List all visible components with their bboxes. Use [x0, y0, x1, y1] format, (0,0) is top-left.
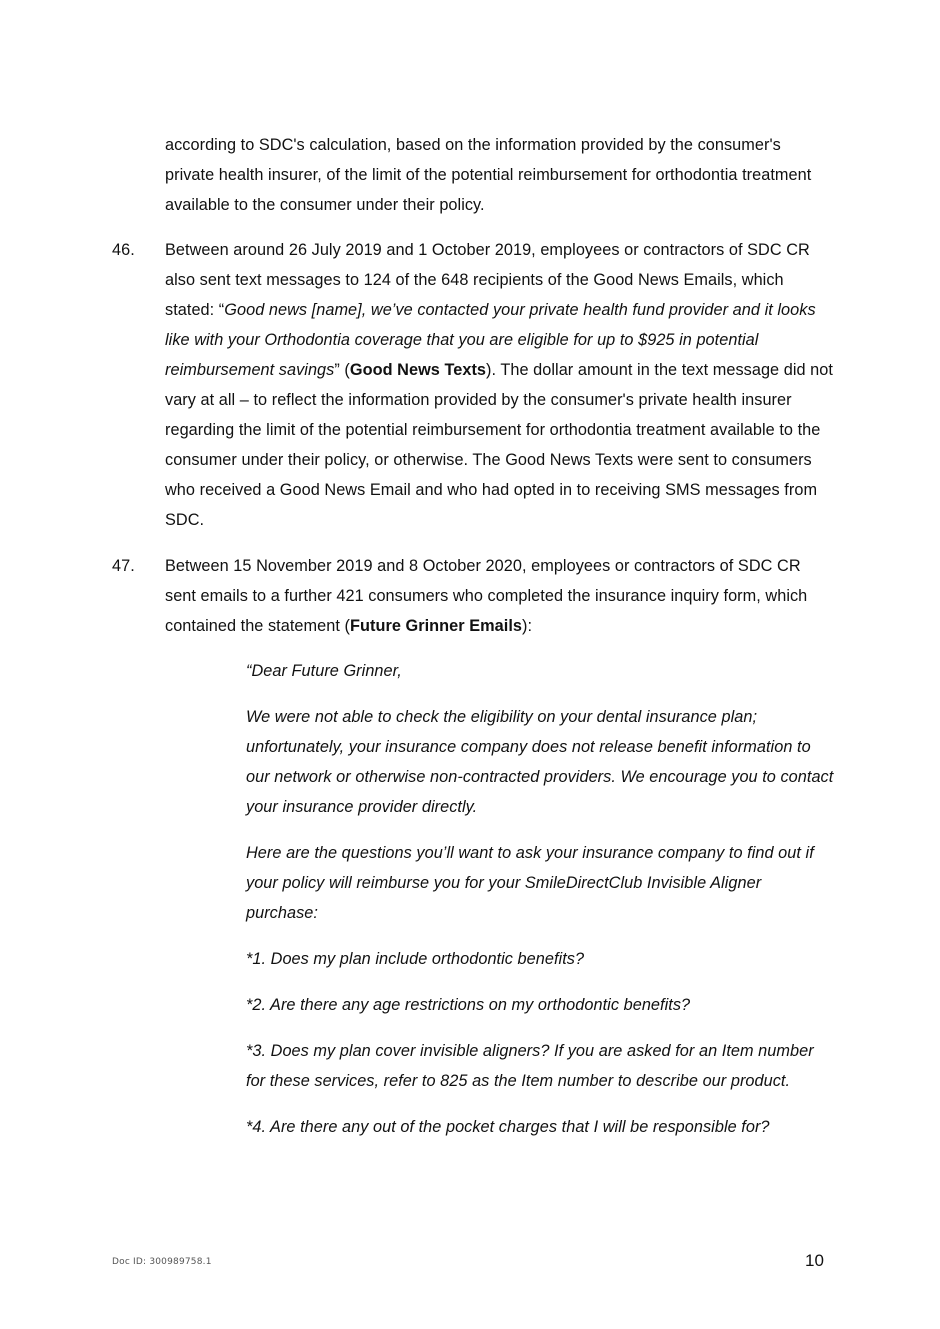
defined-term: Future Grinner Emails [349, 617, 523, 635]
quote-greeting: “Dear Future Grinner, [246, 662, 402, 680]
paragraph-46 [112, 235, 833, 535]
paragraph-intro: Between around 26 July 2019 and 1 October 2019, employees or contractors of SDC CR also sent text messages to 124 of the 648 recipients of the Good News Emails, which stated: “ [165, 241, 810, 319]
quote-question: *4. Are there any out of the pocket charges that I will be responsible for? [246, 1118, 770, 1136]
paragraph-number: 46. [112, 241, 135, 259]
continuation-text: according to SDC's calculation, based on the information provided by the consumer's private health insurer, of the limit of the potential reimbursement for orthodontia treatment available to the consumer under their policy. [165, 136, 812, 214]
defined-term: Good News Texts [349, 361, 487, 379]
quoted-text-message: Good news [name], we’ve contacted your private health fund provider and it looks like with your Orthodontia coverage that you are eligible for up to $925 in potential reimbursement savings [165, 301, 816, 379]
paragraph-intro: Between 15 November 2019 and 8 October 2020, employees or contractors of SDC CR sent emails to a further 421 consumers who completed the insurance inquiry form, which contained the statement ( [165, 557, 808, 635]
continuation-paragraph [165, 130, 833, 220]
paragraph-number: 47. [112, 557, 135, 575]
paragraph-47 [112, 551, 833, 641]
doc-id: Doc ID: 300989758.1 [112, 1257, 212, 1267]
quote-question: *1. Does my plan include orthodontic benefits? [246, 950, 585, 968]
quote-question: *3. Does my plan cover invisible aligners? If you are asked for an Item number for these services, refer to 825 as the Item number to describe our product. [246, 1042, 814, 1090]
quote-paragraph: Here are the questions you’ll want to ask your insurance company to find out if your policy will reimburse you for your SmileDirectClub Invisible Aligner purchase: [246, 844, 814, 922]
email-quote-block [246, 656, 836, 1158]
paragraph-rest: ): [522, 617, 533, 635]
paragraph-text [165, 235, 833, 535]
page-number: 10 [805, 1251, 824, 1270]
quote-close: ” ( [334, 361, 350, 379]
quote-paragraph: We were not able to check the eligibility on your dental insurance plan; unfortunately, your insurance company does not release benefit information to our network or otherwise non-contracted providers. We encourage you to contact your insurance provider directly. [246, 708, 834, 816]
paragraph-text [165, 551, 833, 641]
paragraph-rest: ). The dollar amount in the text message did not vary at all – to reflect the information provided by the consumer's private health insurer regarding the limit of the potential reimbursement for orthodontia treatment available to the consumer under their policy, or otherwise. The Good News Texts were sent to consumers who received a Good News Email and who had opted in to receiving SMS messages from SDC. [165, 361, 833, 529]
quote-question: *2. Are there any age restrictions on my orthodontic benefits? [246, 996, 691, 1014]
